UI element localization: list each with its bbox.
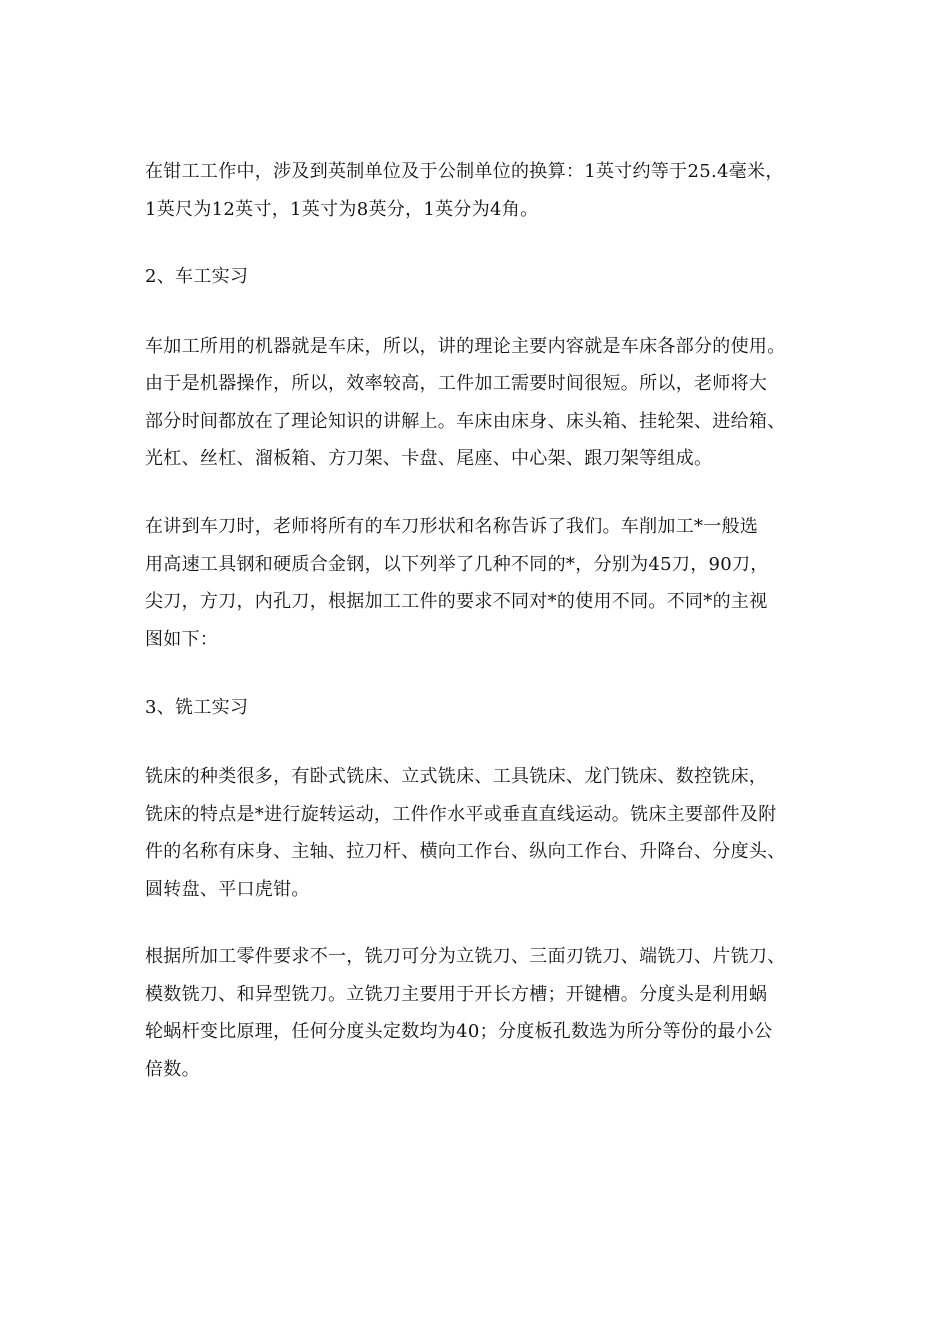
section-heading-milling: 3、铣工实习 (145, 697, 249, 718)
paragraph-unit-conversion-line-1: 在钳工工作中，涉及到英制单位及于公制单位的换算：1英寸约等于25.4毫米， (145, 161, 784, 182)
paragraph-milling-cutters-line-2: 模数铣刀、和异型铣刀。立铣刀主要用于开长方槽；开键槽。分度头是利用蜗 (145, 984, 768, 1005)
paragraph-lathe-tools-line-4: 图如下： (145, 629, 219, 650)
paragraph-milling-machines-line-1: 铣床的种类很多，有卧式铣床、立式铣床、工具铣床、龙门铣床、数控铣床， (145, 766, 768, 787)
paragraph-milling-machines-line-2: 铣床的特点是*进行旋转运动，工件作水平或垂直直线运动。铣床主要部件及附 (145, 804, 777, 825)
paragraph-unit-conversion-line-2: 1英尺为12英寸，1英寸为8英分，1英分为4角。 (145, 199, 539, 220)
section-heading-lathe: 2、车工实习 (145, 266, 249, 287)
paragraph-lathe-intro-line-2: 由于是机器操作，所以，效率较高，工件加工需要时间很短。所以，老师将大 (145, 373, 768, 394)
paragraph-milling-cutters-line-4: 倍数。 (145, 1059, 200, 1080)
paragraph-milling-cutters-line-3: 轮蜗杆变比原理，任何分度头定数均为40；分度板孔数选为所分等份的最小公 (145, 1021, 773, 1042)
paragraph-milling-cutters-line-1: 根据所加工零件要求不一，铣刀可分为立铣刀、三面刃铣刀、端铣刀、片铣刀、 (145, 946, 786, 967)
paragraph-lathe-intro-line-4: 光杠、丝杠、溜板箱、方刀架、卡盘、尾座、中心架、跟刀架等组成。 (145, 448, 713, 469)
paragraph-lathe-intro-line-1: 车加工所用的机器就是车床，所以，讲的理论主要内容就是车床各部分的使用。 (145, 336, 786, 357)
paragraph-lathe-tools-line-2: 用高速工具钢和硬质合金钢，以下列举了几种不同的*，分别为45刀，90刀， (145, 554, 769, 575)
paragraph-lathe-intro-line-3: 部分时间都放在了理论知识的讲解上。车床由床身、床头箱、挂轮架、进给箱、 (145, 411, 786, 432)
paragraph-milling-machines-line-3: 件的名称有床身、主轴、拉刀杆、横向工作台、纵向工作台、升降台、分度头、 (145, 841, 786, 862)
paragraph-milling-machines-line-4: 圆转盘、平口虎钳。 (145, 879, 310, 900)
paragraph-lathe-tools-line-1: 在讲到车刀时，老师将所有的车刀形状和名称告诉了我们。车削加工*一般选 (145, 516, 759, 537)
paragraph-lathe-tools-line-3: 尖刀，方刀，内孔刀，根据加工工件的要求不同对*的使用不同。不同*的主视 (145, 591, 768, 612)
